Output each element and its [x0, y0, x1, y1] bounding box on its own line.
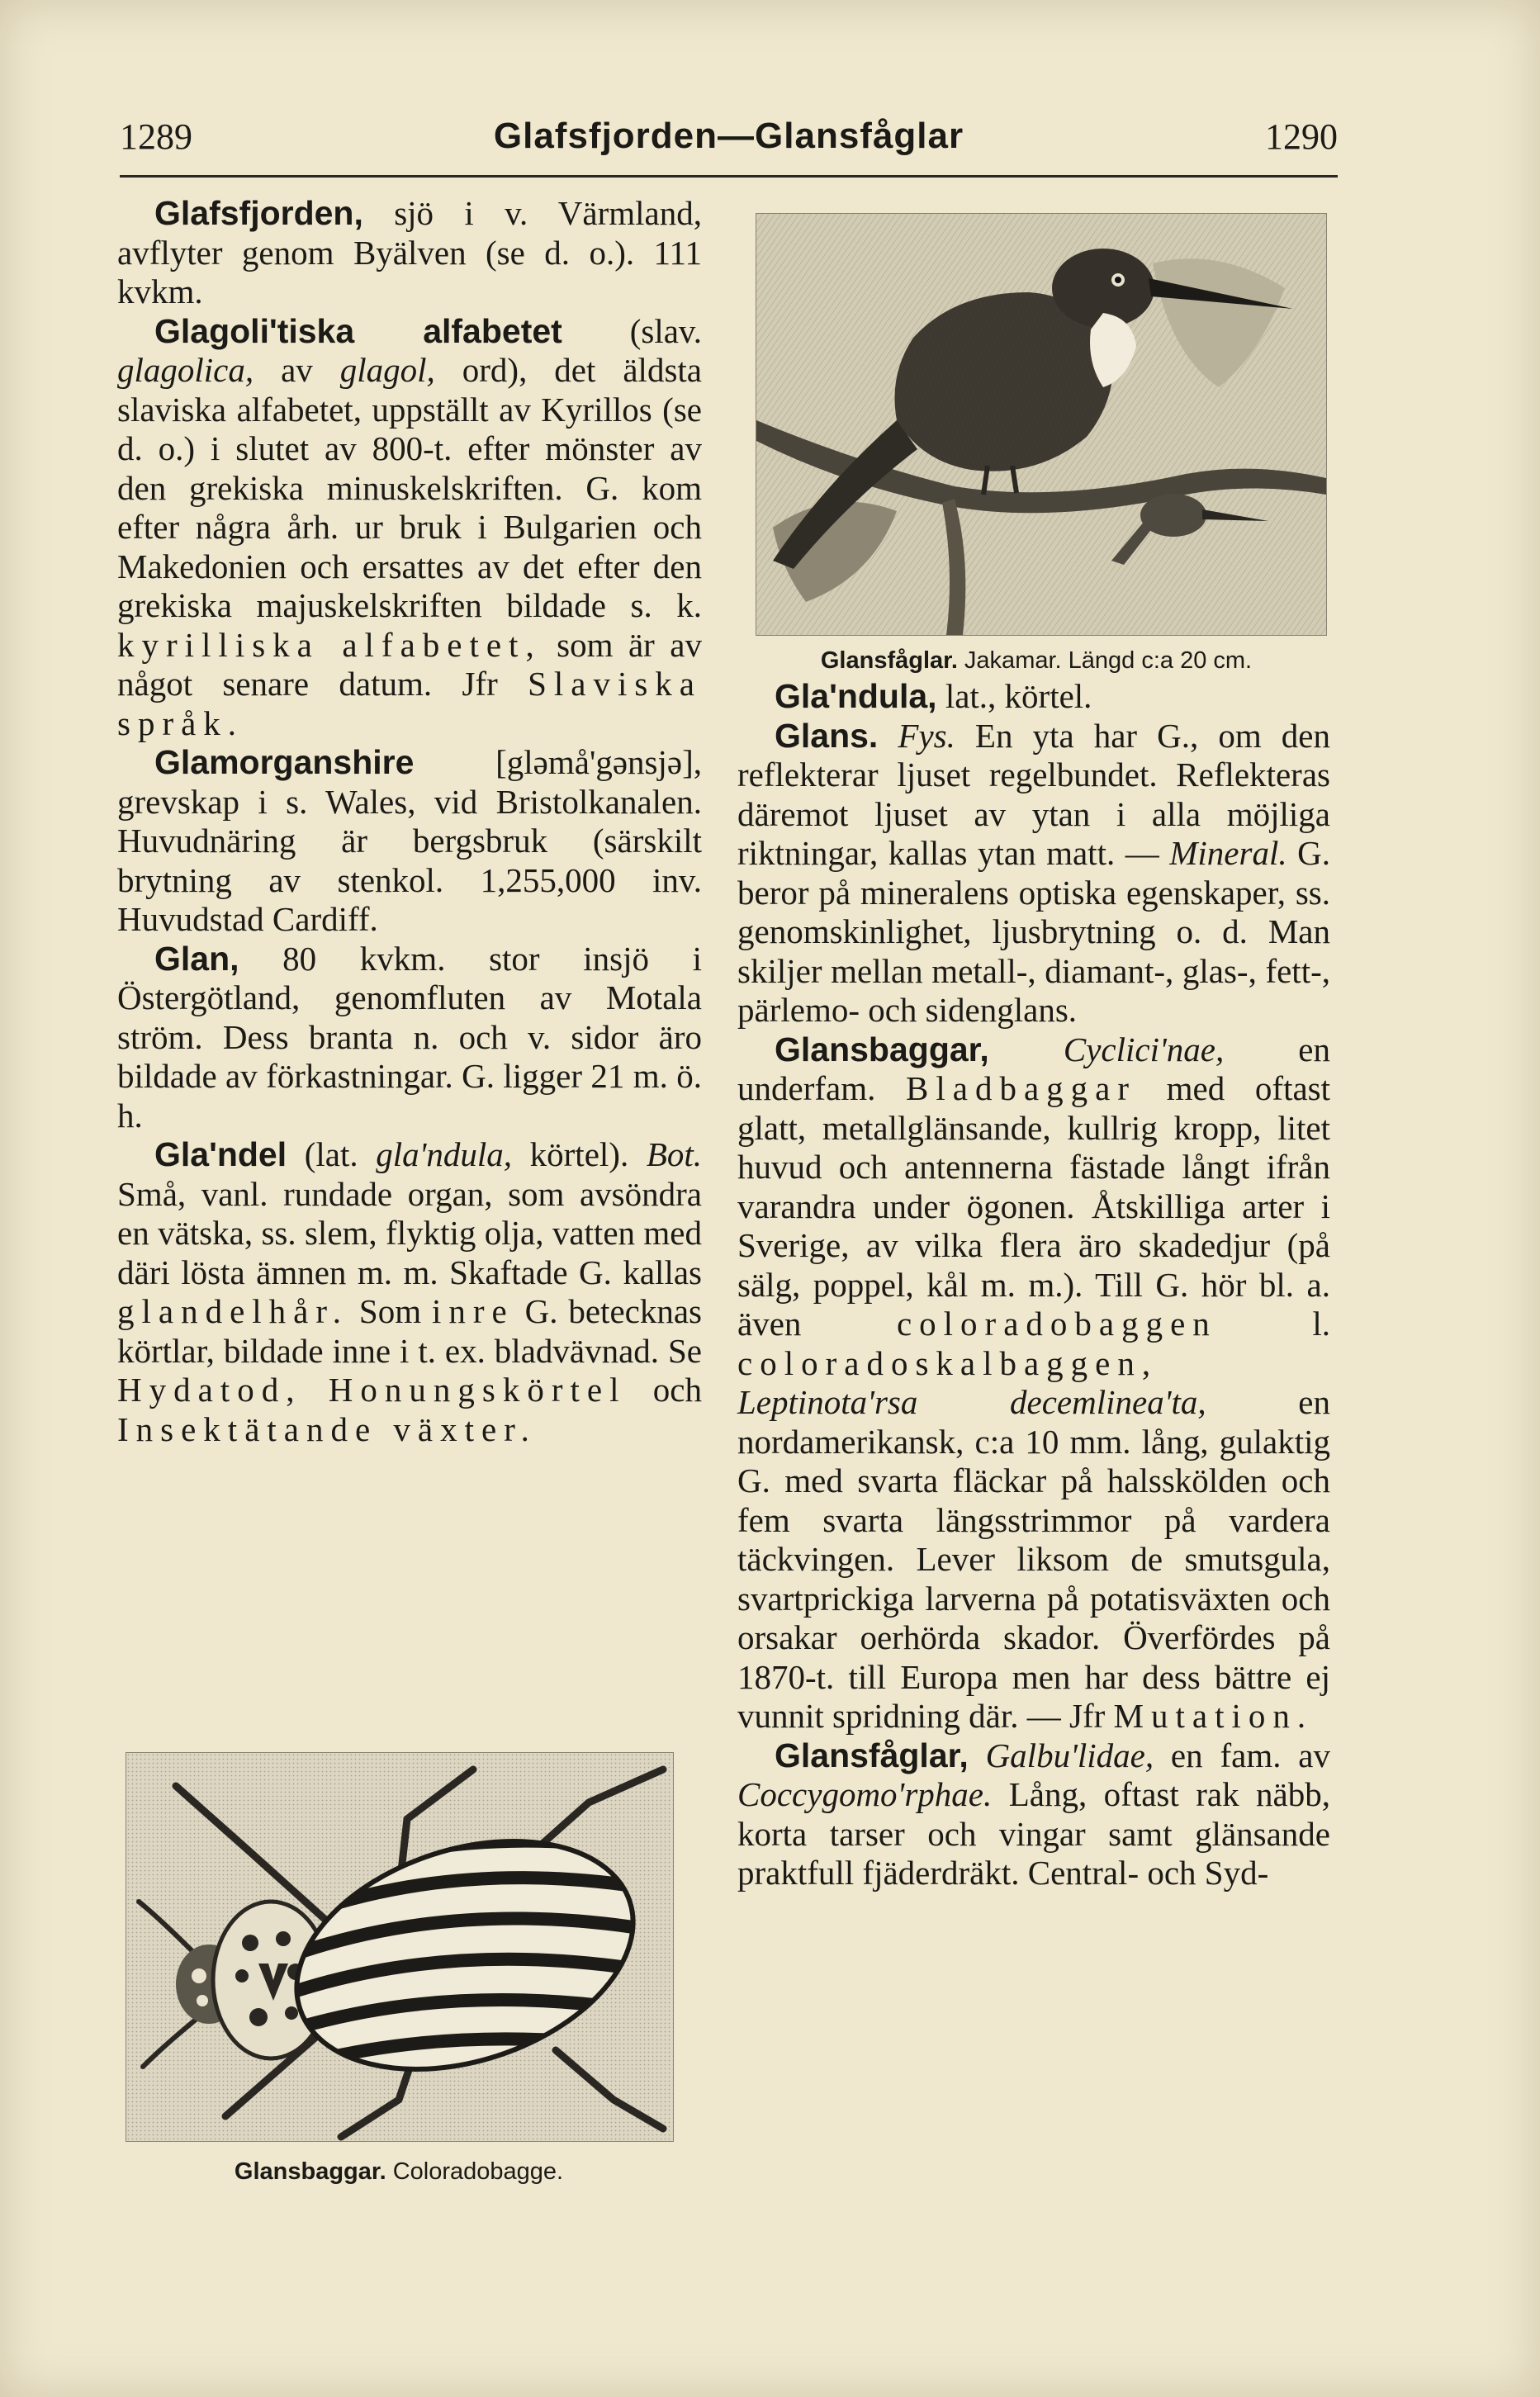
right-column	[737, 677, 1330, 1893]
running-head	[120, 116, 1338, 165]
headword: Gla'ndel	[154, 1135, 287, 1173]
cross-reference: Bladbaggar	[906, 1069, 1136, 1107]
page-number-left: 1289	[120, 116, 192, 157]
headword: Glans.	[775, 716, 879, 755]
page-number-right: 1290	[1265, 116, 1338, 157]
entry-glansfaglar: Glansfåglar, Galbu'lidae, en fam. av Coccygomo'rphae. Lång, oftast rak näbb, korta tarser och vingar samt glänsande praktfull fjäderdräkt. Central- och Syd-	[737, 1736, 1331, 1892]
entry-glan: Glan, 80 kvkm. stor insjö i Östergötland, genomfluten av Motala ström. Dess branta n. och v. sidor äro bildade av förkastningar. G. ligger 21 m. ö. h.	[117, 939, 702, 1135]
cross-reference: Insektätande växter.	[117, 1409, 537, 1448]
cross-reference: Hydatod,	[117, 1371, 302, 1409]
entry-glafsfjorden: Glafsfjorden, sjö i v. Värmland, avflyter genom Byälven (se d. o.). 111 kvkm.	[117, 194, 702, 310]
headword: Glagoli'tiska alfabetet	[154, 311, 562, 350]
beetle-caption: Glansbaggar. Coloradobagge.	[234, 2158, 564, 2185]
beetle-photo	[126, 1753, 673, 2141]
entry-glandel: Gla'ndel (lat. gla'ndula, körtel). Bot. Små, vanl. rundade organ, som avsöndra en vätska, ss. slem, flyktig olja, vatten med däri lösta ämnen m. m. Skaftade G. kallas glandelhår. Som inre G. betecknas körtlar, bildade inne i t. ex. bladvävnad. Se Hydatod, Honungskörtel och Insektätande växter.	[117, 1135, 703, 1448]
cross-reference: kyrilliska alfabetet,	[117, 625, 542, 664]
headword: Gla'ndula,	[775, 677, 937, 715]
bird-engraving	[756, 214, 1326, 635]
headword: Glafsfjorden,	[154, 194, 363, 232]
headword: Glansfåglar,	[775, 1736, 969, 1774]
entry-glansbaggar: Glansbaggar, Cyclici'nae, en underfam. Bladbaggar med oftast glatt, metallglänsande, kullrig kropp, litet huvud och antennerna fästade långt ifrån varandra under ögonen. Åtskilliga arter i Sverige, av vilka flera äro skadedjur (på sälg, poppel, kål m. m.). Till G. hör bl. a. även coloradobaggen l. coloradoskalbaggen, Leptinota'rsa decemlinea'ta, en nordamerikansk, c:a 10 mm. lång, gulaktig G. med svarta fläckar på halsskölden och fem svarta längsstrimmor på vardera täckvingen. Lever liksom de smutsgula, svartprickiga larverna på potatisväxten och orsakar oerhörda skador. Överfördes på 1870-t. till Europa men har dess bättre ej vunnit spridning där. — Jfr Mutation.	[737, 1030, 1331, 1735]
colorado-beetle-illustration	[126, 1752, 674, 2142]
cross-reference: Slaviska språk.	[117, 665, 702, 742]
entry-glandula: Gla'ndula, lat., körtel.	[775, 677, 1092, 715]
bird-caption: Glansfåglar. Jakamar. Längd c:a 20 cm.	[820, 647, 1253, 674]
headword: Glansbaggar,	[775, 1030, 989, 1068]
headword: Glan,	[154, 939, 239, 978]
page-title: Glafsfjorden—Glansfåglar	[493, 116, 964, 156]
jacamar-illustration	[756, 213, 1327, 636]
headword: Glamorganshire	[154, 743, 415, 781]
cross-reference: Mutation.	[1113, 1697, 1314, 1735]
entry-glagolitiska-alfabetet: Glagoli'tiska alfabetet (slav. glagolica, av glagol, ord), det äldsta slaviska alfabetet, uppställt av Kyrillos (se d. o.) i slutet av 800-t. efter mönster av den grekiska minuskelskriften. G. kom efter några årh. ur bruk i Bulgarien och Makedonien och ersattes av det efter den grekiska majuskelskriften bildade s. k. kyrilliska alfabetet, som är av något senare datum. Jfr Slaviska språk.	[117, 311, 702, 742]
entry-glans: Glans. Fys. En yta har G., om den reflekterar ljuset regelbundet. Reflekteras däremot ljuset av ytan i alla möjliga riktningar, kallas ytan matt. — Mineral. G. beror på mineralens optiska egenskaper, ss. genomskinlighet, ljusbrytning o. d. Man skiljer mellan metall-, diamant-, glas-, fett-, pärlemo- och sidenglans.	[737, 716, 1330, 1029]
header-rule	[120, 175, 1338, 178]
left-column	[117, 194, 702, 1449]
cross-reference: Honungskörtel	[328, 1371, 627, 1409]
entry-glamorganshire: Glamorganshire [glәmå'gәnsjә], grevskap i s. Wales, vid Bristolkanalen. Huvudnäring är bergsbruk (särskilt brytning av stenkol. 1,255,000 inv. Huvudstad Cardiff.	[117, 743, 702, 938]
